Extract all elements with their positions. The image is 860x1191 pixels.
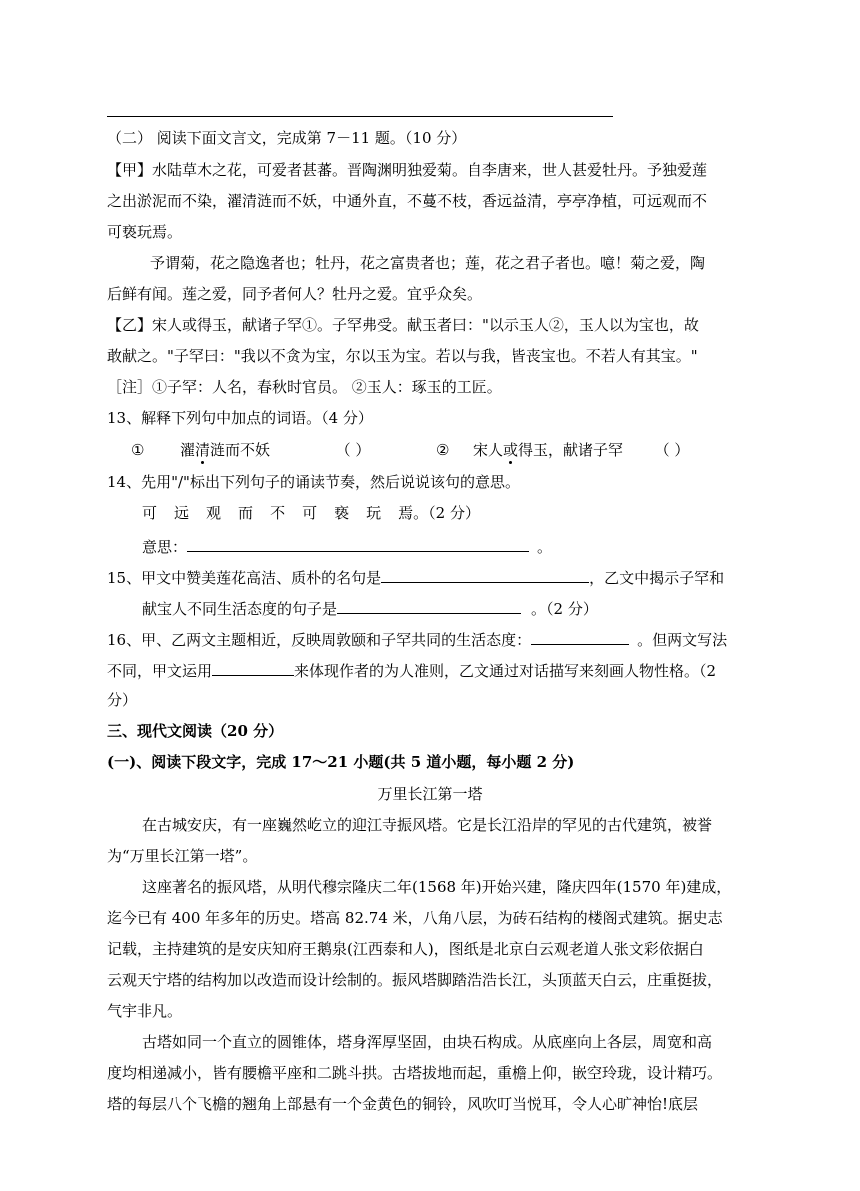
q14-score: 。（2 分）: [413, 504, 480, 522]
article-title: 万里长江第一塔: [377, 785, 483, 803]
article-p2-line-2: 迄今已有 400 年多年的历史。塔高 82.74 米，八角八层，为砖石结构的楼阁式建筑。据史志: [107, 909, 723, 927]
question-13-items: [131, 440, 689, 462]
jia-line-5: 后鲜有闻。莲之爱，同予者何人？牡丹之爱。宜乎众矣。: [107, 285, 483, 303]
jia-line-3: 可亵玩焉。: [107, 223, 183, 241]
article-p2-line-1: 这座著名的振风塔，从明代穆宗隆庆二年(1568 年)开始兴建，隆庆四年(1570 年)建成，: [142, 878, 732, 896]
question-16-line-2: [107, 659, 716, 681]
q15-text-b: ，乙文中揭示子罕和: [589, 569, 725, 587]
q16-blank-2[interactable]: [212, 659, 294, 676]
question-16-line-3: 分）: [107, 691, 138, 709]
q15-blank-2[interactable]: [337, 597, 521, 614]
article-p2-line-5: 气宇非凡。: [107, 1002, 183, 1020]
q16-text-a: 16、甲、乙两文主题相近，反映周敦颐和子罕共同的生活态度：: [107, 631, 532, 649]
section3-subheader: (一)、阅读下段文字，完成 17～21 小题(共 5 道小题，每小题 2 分): [107, 753, 575, 771]
q13-item1-dotted-word: 清: [195, 441, 211, 459]
jia-line-2: 之出淤泥而不染，濯清涟而不妖，中通外直，不蔓不枝，香远益清，亭亭净植，可远观而不: [107, 192, 708, 210]
article-p2-line-3: 记载，主持建筑的是安庆知府王鹅泉(江西泰和人)，图纸是北京白云观老道人张文彩依据白: [107, 940, 704, 958]
q13-item2-dotted-word: 或: [503, 441, 519, 459]
q14-char: 远: [174, 504, 190, 522]
question-15-line-2: [142, 597, 598, 619]
q14-meaning-row: [142, 535, 552, 557]
q14-char: 而: [238, 504, 254, 522]
q13-item1-text-a: 濯: [180, 441, 196, 459]
q13-item1-text-b: 涟而不妖: [210, 441, 271, 459]
header-rule: [107, 116, 613, 117]
article-p3-line-2: 度均相递减小，皆有腰檐平座和二跳斗拱。古塔拔地而起，重檐上仰，嵌空玲珑，设计精巧。: [107, 1064, 723, 1082]
q15-text-a: 15、甲文中赞美莲花高洁、质朴的名句是: [107, 569, 382, 587]
jia-line-4: 予谓菊，花之隐逸者也；牡丹，花之富贵者也；莲，花之君子者也。噫！菊之爱，陶: [150, 254, 706, 272]
q14-char: 玩: [366, 504, 382, 522]
question-15-line-1: [107, 566, 724, 588]
q14-char: 可: [302, 504, 318, 522]
q16-text-d: 来体现作者的为人准则，乙文通过对话描写来刻画人物性格。（2: [294, 662, 717, 680]
q13-item2-answer-paren[interactable]: （ ）: [654, 441, 690, 459]
q14-char: 亵: [334, 504, 350, 522]
jia-line-1: 【甲】水陆草木之花，可爱者甚蕃。晋陶渊明独爱菊。自李唐来，世人甚爱牡丹。予独爱莲: [107, 161, 708, 179]
question-13: 13、解释下列句中加点的词语。（4 分）: [107, 409, 373, 427]
section2-header: （二） 阅读下面文言文，完成第 7－11 题。（10 分）: [107, 129, 467, 147]
article-p2-line-4: 云观天宁塔的结构加以改造而设计绘制的。振风塔脚踏浩浩长江，头顶蓝天白云，庄重挺拔，: [107, 971, 723, 989]
article-p1-line-2: 为“万里长江第一塔”。: [107, 847, 258, 865]
q15-score: 。（2 分）: [531, 600, 598, 618]
q14-char: 焉: [398, 504, 414, 522]
section3-header: 三、现代文阅读（20 分）: [107, 722, 284, 740]
q14-char: 不: [270, 504, 286, 522]
q14-char: 可: [142, 504, 158, 522]
question-16-line-1: [107, 628, 727, 650]
article-p3-line-1: 古塔如同一个直立的圆锥体，塔身浑厚坚固，由块石构成。从底座向上各层，周宽和高: [142, 1033, 713, 1051]
q14-sentence: [142, 503, 480, 525]
yi-line-1: 【乙】宋人或得玉，献诸子罕①。子罕弗受。献玉者曰："以示玉人②，玉人以为宝也，故: [107, 316, 699, 334]
q16-text-b: 。但两文写法: [637, 631, 728, 649]
q14-meaning-label: 意思：: [142, 538, 188, 556]
q16-blank-1[interactable]: [531, 628, 629, 645]
question-14: 14、先用"/"标出下列句子的诵读节奏，然后说说该句的意思。: [107, 473, 520, 491]
q13-item2-text-a: 宋人: [472, 441, 503, 459]
q13-item2-text-b: 得玉，献诸子罕: [518, 441, 624, 459]
q14-end-mark: 。: [537, 538, 553, 556]
q16-text-c: 不同，甲文运用: [107, 662, 213, 680]
q13-item2-number: ②: [435, 441, 450, 459]
q15-text-c: 献宝人不同生活态度的句子是: [142, 600, 338, 618]
q13-item1-number: ①: [131, 441, 145, 459]
q13-item1-answer-paren[interactable]: （ ）: [335, 441, 371, 459]
article-p1-line-1: 在古城安庆，有一座巍然屹立的迎江寺振风塔。它是长江沿岸的罕见的古代建筑，被誉: [142, 816, 713, 834]
q14-meaning-blank[interactable]: [187, 535, 529, 552]
q14-char: 观: [206, 504, 222, 522]
annotation-note: ［注］①子罕：人名，春秋时官员。 ②玉人：琢玉的工匠。: [107, 378, 502, 396]
q15-blank-1[interactable]: [381, 566, 589, 583]
yi-line-2: 敢献之。"子罕曰："我以不贪为宝，尔以玉为宝。若以与我，皆丧宝也。不若人有其宝。": [107, 347, 698, 365]
article-p3-line-3: 塔的每层八个飞檐的翘角上部悬有一个金黄色的铜铃，风吹叮当悦耳，令人心旷神怡!底层: [107, 1095, 699, 1113]
